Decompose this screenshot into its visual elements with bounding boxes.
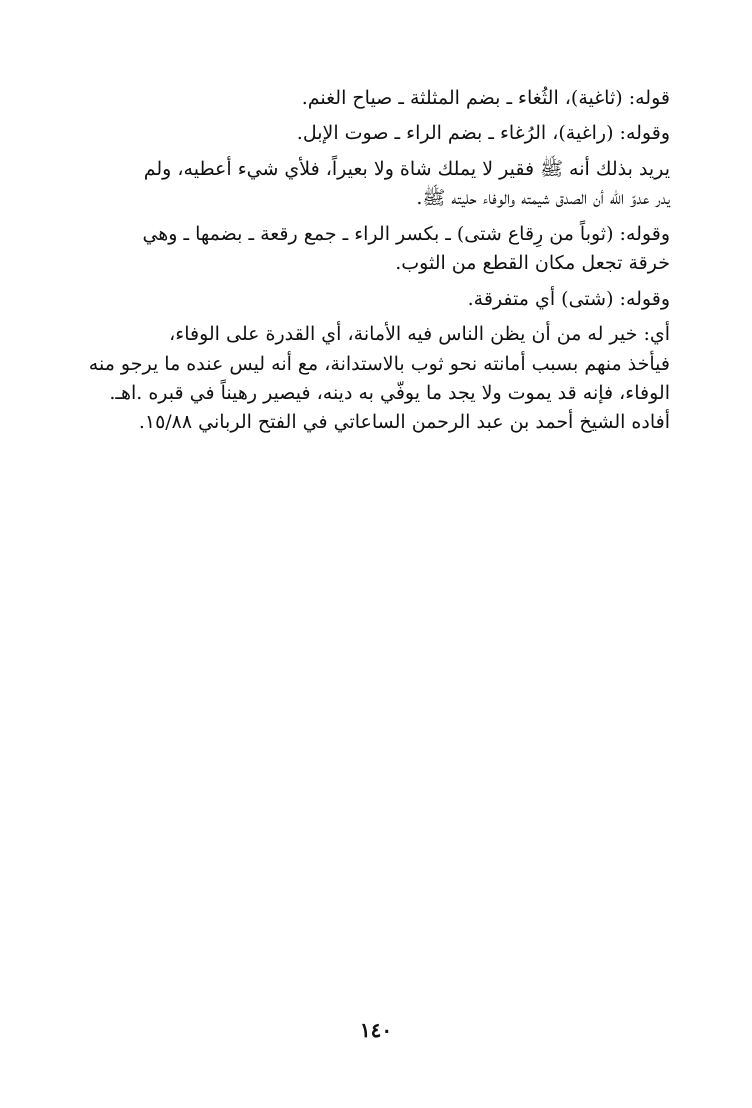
paragraph-explanation [70,155,670,214]
text-line: وقوله: (راغية)، الرُغاء ـ بضم الراء ـ صوت الإبل. [296,122,670,145]
text-line: الوفاء، فإنه قد يموت ولا يجد ما يوفّي به دينه، فيصير رهيناً في قبره .اهـ. [109,381,670,404]
text-line: وقوله: (شتى) أي متفرقة. [467,287,670,310]
text-line: خرقة تجعل مكان القطع من الثوب. [395,252,670,275]
page-number: ١٤٠ [359,1018,393,1042]
text-line: أي: خير له من أن يظن الناس فيه الأمانة، أي القدرة على الوفاء، [169,323,670,346]
text-line: وقوله: (ثوباً من رِقاع شتى) ـ بكسر الراء ـ جمع رقعة ـ بضمها ـ وهي [142,222,670,245]
paragraph-raghiya [70,119,670,148]
paragraph-thaghiya [70,84,670,113]
text-line: فيأخذ منهم بسبب أمانته نحو ثوب بالاستدانة، مع أنه ليس عنده ما يرجو منه [88,352,670,375]
text-line: أفاده الشيخ أحمد بن عبد الرحمن الساعاتي في الفتح الرباني ١٥/٨٨. [138,411,670,434]
text-line: قوله: (ثاغية)، الثُغاء ـ بضم المثلثة ـ صياح الغنم. [301,87,670,109]
paragraph-commentary [70,320,670,438]
body-text [70,84,670,444]
text-line: يريد بذلك أنه ﷺ فقير لا يملك شاة ولا بعيراً، فلأي شيء أعطيه، ولم [143,157,670,180]
text-line: يدر عدوّ الله أن الصدق شيمته والوفاء حليته ﷺ. [416,187,670,210]
paragraph-thawb [70,220,670,279]
paragraph-shatta [70,285,670,314]
